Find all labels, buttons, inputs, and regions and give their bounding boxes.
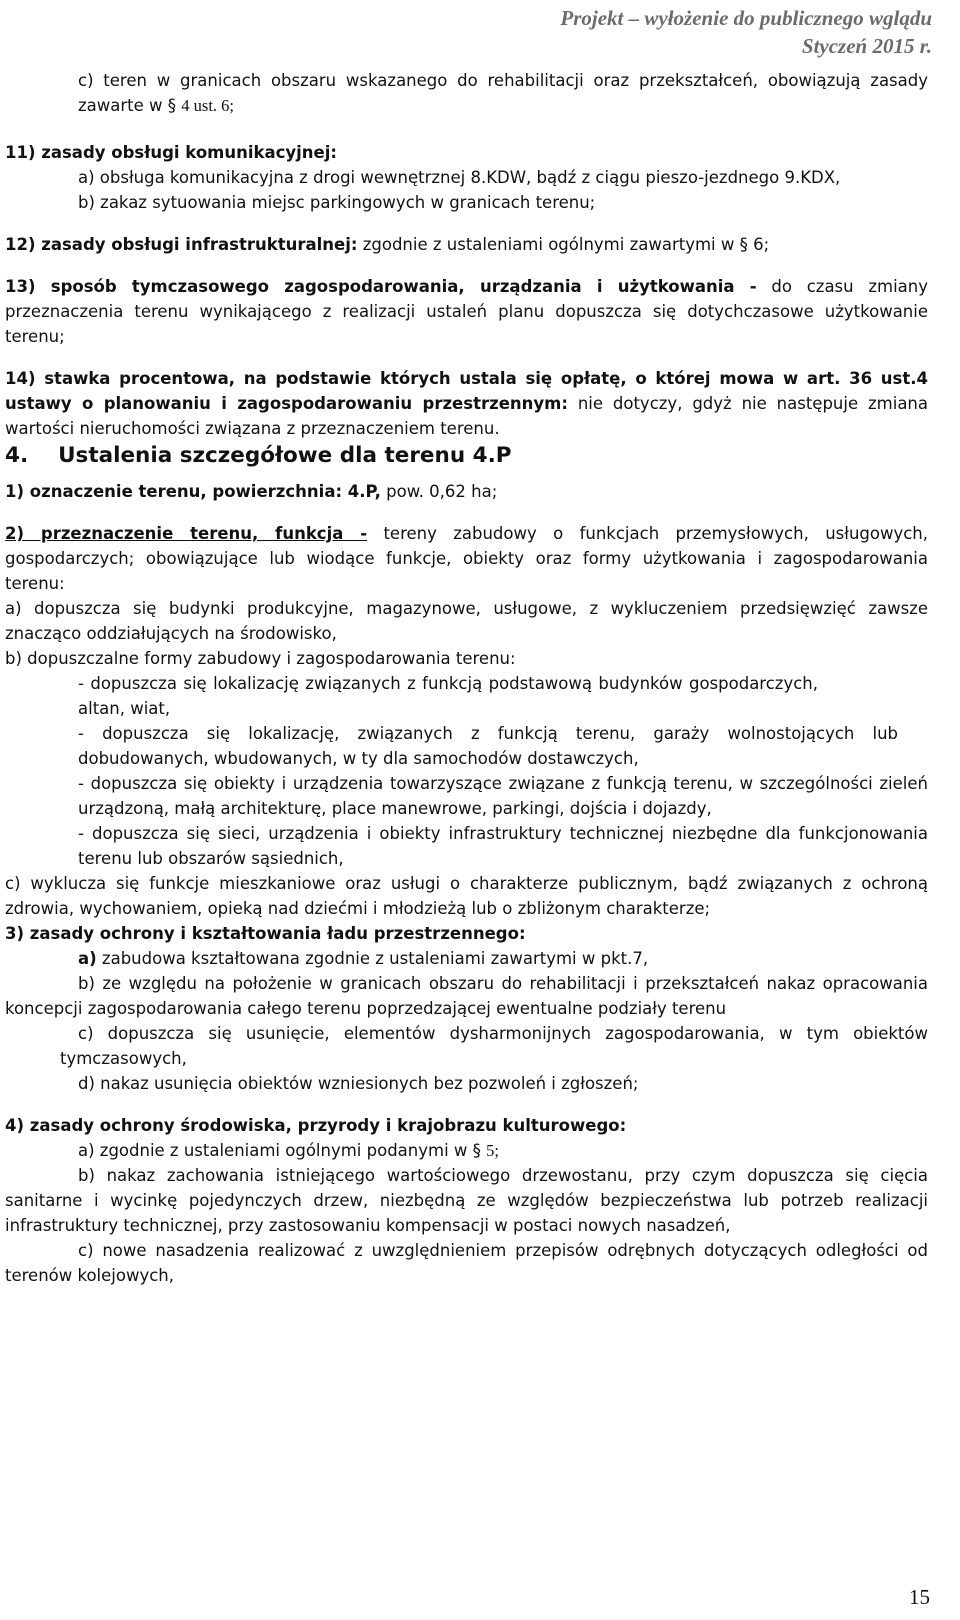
subsection-2-b: b) dopuszczalne formy zabudowy i zagospodarowania terenu: (5, 649, 516, 668)
subsection-3-title: 3) zasady ochrony i kształtowania ładu przestrzennego: (5, 924, 526, 943)
subsection-3-c: c) dopuszcza się usunięcie, elementów dysharmonijnych zagospodarowania, w tym obiektów tymczasowych, (60, 1024, 928, 1068)
document-body (5, 68, 928, 1288)
header-line-1: Projekt – wyłożenie do publicznego wglądu (560, 6, 932, 30)
point-11-b: b) zakaz sytuowania miejsc parkingowych w granicach terenu; (78, 193, 596, 212)
subsection-4-b: b) nakaz zachowania istniejącego wartościowego drzewostanu, przy czym dopuszcza się cięcia sanitarne i wycinkę pojedynczych drzew, niezbędną ze względów bezpieczeństwa lub potrzeb realizacji infrastruktury technicznej, przy zastosowaniu kompensacji w postaci nowych nasadzeń, (5, 1166, 928, 1235)
subsection-2-c: c) wyklucza się funkcje mieszkaniowe oraz usługi o charakterze publicznym, bądź związanych z ochroną zdrowia, wychowaniem, opieką nad dziećmi i młodzieżą lub o zbliżonym charakterze; (5, 874, 928, 918)
subsection-1: 1) oznaczenie terenu, powierzchnia: 4.P, pow. 0,62 ha; (5, 482, 498, 501)
section-heading-4: 4. Ustalenia szczegółowe dla terenu 4.P (5, 443, 512, 468)
point-14: 14) stawka procentowa, na podstawie których ustala się opłatę, o której mowa w art. 36 ust.4 ustawy o planowaniu i zagospodarowaniu przestrzennym: nie dotyczy, gdyż nie następuje zmiana wartości nieruchomości związana z przeznaczeniem terenu. (5, 369, 928, 438)
section-sign: § (472, 1141, 481, 1160)
document-header (560, 4, 932, 60)
subsection-3-a: a) zabudowa kształtowana zgodnie z ustaleniami zawartymi w pkt.7, (78, 949, 649, 968)
subsection-4-a: a) zgodnie z ustaleniami ogólnymi podanymi w § 5; (5, 1138, 928, 1163)
subsection-3-d: d) nakaz usunięcia obiektów wzniesionych bez pozwoleń i zgłoszeń; (78, 1074, 639, 1093)
subsection-2: 2) przeznaczenie terenu, funkcja - tereny zabudowy o funkcjach przemysłowych, usługowych, gospodarczych; obowiązujące lub wiodące funkcje, obiekty oraz formy użytkowania i zagospodarowania terenu: (5, 524, 928, 593)
point-12: 12) zasady obsługi infrastrukturalnej: zgodnie z ustaleniami ogólnymi zawartymi w § 6; (5, 232, 928, 257)
point-13: 13) sposób tymczasowego zagospodarowania, urządzania i użytkowania - do czasu zmiany przeznaczenia terenu wynikającego z realizacji ustaleń planu dopuszcza się dotychczasowe użytkowanie terenu; (5, 277, 928, 346)
subsection-2-b-item: - dopuszcza się lokalizację związanych z funkcją podstawową budynków gospodarczych, altan, wiat, (78, 674, 818, 718)
point-11-a: a) obsługa komunikacyjna z drogi wewnętrznej 8.KDW, bądź z ciągu pieszo-jezdnego 9.KDX, (78, 168, 841, 187)
header-line-2: Styczeń 2015 r. (801, 34, 932, 58)
subsection-2-b-item: - dopuszcza się sieci, urządzenia i obiekty infrastruktury technicznej niezbędne dla funkcjonowania terenu lub obszarów sąsiednich, (78, 824, 928, 868)
page-number: 15 (909, 1585, 930, 1609)
subsection-3-b: b) ze względu na położenie w granicach obszaru do rehabilitacji i przekształceń nakaz opracowania koncepcji zagospodarowania całego terenu poprzedzającej ewentualne podziały terenu (5, 974, 928, 1018)
subsection-2-b-item: - dopuszcza się obiekty i urządzenia towarzyszące związane z funkcją terenu, w szczególności zieleń urządzoną, małą architekturę, place manewrowe, parkingi, dojścia i dojazdy, (78, 774, 928, 818)
point-11-title: 11) zasady obsługi komunikacyjnej: (5, 143, 337, 162)
section-sign: § (167, 96, 177, 115)
subsection-4-title: 4) zasady ochrony środowiska, przyrody i krajobrazu kulturowego: (5, 1116, 627, 1135)
section-sign: § (739, 235, 748, 254)
subsection-4-c: c) nowe nasadzenia realizować z uwzględnieniem przepisów odrębnych dotyczących odległości od terenów kolejowych, (5, 1241, 928, 1285)
paragraph-c-teren: c) teren w granicach obszaru wskazanego do rehabilitacji oraz przekształceń, obowiązują zasady zawarte w § 4 ust. 6; (5, 68, 928, 118)
subsection-2-a: a) dopuszcza się budynki produkcyjne, magazynowe, usługowe, z wykluczeniem przedsięwzięć zawsze znacząco oddziałujących na środowisko, (5, 599, 928, 643)
subsection-2-b-item: - dopuszcza się lokalizację, związanych z funkcją terenu, garaży wolnostojących lub dobudowanych, wbudowanych, w ty dla samochodów dostawczych, (78, 724, 898, 768)
